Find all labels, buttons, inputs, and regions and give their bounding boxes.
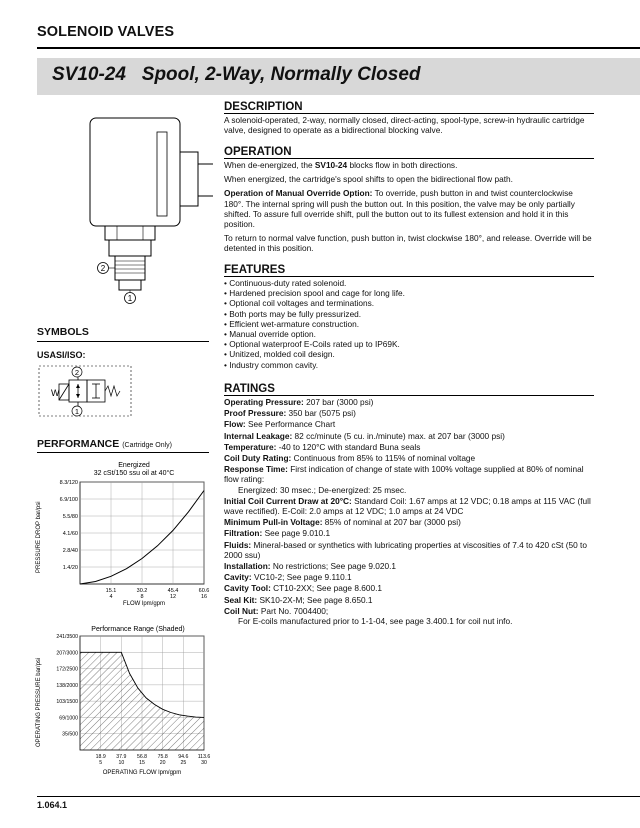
- symbols-heading: SYMBOLS: [37, 326, 89, 338]
- chart2-ylabel: OPERATING PRESSURE bar/psi: [36, 657, 42, 747]
- symbols-rule: [37, 341, 209, 342]
- rating-item: Operating Pressure: 207 bar (3000 psi): [224, 397, 374, 407]
- rating-item: Proof Pressure: 350 bar (5075 psi): [224, 408, 356, 419]
- footer-rule: [37, 796, 640, 797]
- rating-item: Initial Coil Current Draw at 20°C: Standard Coil: 1.67 amps at 12 VDC; 0.18 amps at 115 VAC (full wave rectified). E-Coil: 2.0 amps at 12 VDC; 1.0 amps at 24 VDC: [224, 495, 591, 517]
- feature-item: • Optional coil voltages and terminations.: [224, 298, 375, 309]
- description-text: A solenoid-operated, 2-way, normally closed, direct-acting, spool-type, screw-in hydraulic cartridge valve, designed to operate as a bidirectional blocking valve.: [224, 115, 585, 136]
- performance-title: PERFORMANCE: [37, 438, 120, 450]
- chart2-x-tick-lpm: 94.6: [178, 754, 189, 760]
- chart2-y-tick: 103/1500: [56, 699, 78, 706]
- chart2-x-tick-lpm: 37.9: [116, 754, 127, 760]
- feature-item: • Optional waterproof E-Coils rated up to IP69K.: [224, 339, 400, 350]
- chart1-ylabel: PRESSURE DROP bar/psi: [36, 501, 42, 573]
- usasi-label: USASI/ISO:: [37, 350, 86, 360]
- ratings-list: [224, 397, 594, 626]
- chart2-x-tick-gpm: 30: [201, 760, 207, 766]
- feature-item: • Hardened precision spool and cage for long life.: [224, 288, 405, 299]
- rating-item: Seal Kit: SK10-2X-M; See page 8.650.1: [224, 594, 373, 605]
- chart1-xlabel: FLOW lpm/gpm: [122, 601, 166, 607]
- feature-item: • Efficient wet-armature construction.: [224, 318, 360, 329]
- chart1-y-tick: 4.1/60: [62, 531, 78, 537]
- symbol-port-2: 2: [74, 368, 80, 377]
- chart1-title: Energized: [118, 462, 150, 469]
- chart1-x-tick-gpm: 4: [109, 594, 113, 600]
- chart2-x-tick-gpm: 15: [139, 760, 145, 766]
- rating-item: Flow: See Performance Chart: [224, 419, 336, 430]
- page-title: SV10-24 Spool, 2-Way, Normally Closed: [52, 64, 421, 85]
- performance-range-chart: [34, 622, 214, 778]
- header-rule: [37, 47, 640, 49]
- features-list: [224, 278, 594, 370]
- chart2-x-tick-lpm: 75.8: [157, 754, 168, 760]
- chart2-x-tick-lpm: 56.8: [136, 754, 148, 760]
- chart1-x-tick-lpm: 45.4: [167, 588, 179, 594]
- page-number: 1.064.1: [37, 800, 68, 810]
- rating-item: Installation: No restrictions; See page 9.020.1: [224, 561, 397, 572]
- ratings-section: [224, 383, 594, 627]
- chart1-y-tick: 1.4/20: [62, 565, 78, 571]
- chart2-xlabel: OPERATING FLOW lpm/gpm: [102, 770, 182, 776]
- chart2-title: Performance Range (Shaded): [91, 626, 185, 633]
- chart1-x-tick-lpm: 30.2: [136, 588, 148, 594]
- chart2-y-tick: 207/3000: [56, 650, 78, 657]
- operation-section: [224, 146, 594, 258]
- chart2-x-tick-gpm: 10: [118, 760, 125, 766]
- chart2-x-tick-gpm: 25: [180, 760, 187, 766]
- rating-item: Filtration: See page 9.010.1: [224, 528, 331, 539]
- chart1-y-tick: 8.3/120: [59, 480, 78, 486]
- chart1-x-tick-gpm: 12: [169, 594, 177, 600]
- operation-p4: To return to normal valve function, push button in, twist clockwise 180°, and release. Override will be detented in this position.: [224, 233, 592, 254]
- rating-item: Cavity: VC10-2; See page 9.110.1: [224, 572, 352, 583]
- section-header: SOLENOID VALVES: [37, 24, 175, 40]
- chart2-y-tick: 241/3500: [56, 634, 78, 640]
- chart2-y-tick: 138/2000: [56, 682, 78, 689]
- operation-p1: When de-energized, the SV10-24 blocks flow in both directions.: [224, 160, 458, 170]
- operation-p3: Operation of Manual Override Option: To override, push button in and twist counterclockwise 180°. The internal spring will push the button out. In this position, the valve may be only partially shifted. To assure full override shift, pull the button out to its fullest extension and hold it in this position.: [224, 188, 575, 230]
- performance-note: (Cartridge Only): [122, 442, 172, 449]
- chart1-x-tick-gpm: 8: [140, 594, 144, 600]
- symbol-port-1: 1: [74, 407, 80, 416]
- pressure-drop-chart: [34, 458, 214, 608]
- chart2-y-tick: 69/1000: [59, 715, 78, 722]
- port-2-callout: 2: [100, 264, 106, 273]
- rating-item: Minimum Pull-in Voltage: 85% of nominal at 207 bar (3000 psi): [224, 517, 461, 528]
- rating-item: Temperature: -40 to 120°C with standard Buna seals: [224, 441, 421, 452]
- chart2-x-tick-gpm: 5: [99, 760, 103, 766]
- chart2-x-tick-lpm: 18.9: [95, 754, 106, 760]
- feature-item: • Unitized, molded coil design.: [224, 349, 335, 360]
- chart1-y-tick: 5.5/80: [62, 514, 78, 520]
- chart2-y-tick: 172/2500: [56, 666, 78, 673]
- operation-heading: OPERATION: [224, 146, 594, 159]
- rating-item: Coil Duty Rating: Continuous from 85% to 115% of nominal voltage: [224, 453, 476, 464]
- operation-p2: When energized, the cartridge's spool shifts to open the bidirectional flow path.: [224, 174, 513, 185]
- iso-symbol: [37, 362, 137, 422]
- rating-item: Internal Leakage: 82 cc/minute (5 cu. in./minute) max. at 207 bar (3000 psi): [224, 430, 505, 441]
- chart1-x-tick-lpm: 60.6: [198, 588, 210, 594]
- performance-heading: [37, 438, 172, 450]
- description-heading: DESCRIPTION: [224, 101, 594, 114]
- chart1-y-tick: 6.9/100: [59, 497, 78, 503]
- rating-item: Cavity Tool: CT10-2XX; See page 8.600.1: [224, 583, 383, 594]
- features-section: [224, 264, 594, 370]
- features-heading: FEATURES: [224, 264, 594, 277]
- symbol-w-label: W: [51, 388, 60, 398]
- rating-item: Response Time: First indication of change of state with 100% voltage supplied at 80% of nominal flow rating: Energized: 30 msec.; De-energized: 25 msec.: [224, 464, 584, 495]
- feature-item: • Continuous-duty rated solenoid.: [224, 278, 347, 288]
- rating-item: Coil Nut: Part No. 7004400; For E-coils manufactured prior to 1-1-04, see page 3.400.1 for coil nut info.: [224, 605, 513, 627]
- chart2-x-tick-lpm: 113.6: [197, 754, 211, 760]
- feature-item: • Manual override option.: [224, 329, 316, 340]
- feature-item: • Both ports may be fully pressurized.: [224, 308, 362, 319]
- chart2-y-tick: 35/500: [62, 731, 78, 738]
- description-section: [224, 101, 594, 139]
- chart1-y-tick: 2.8/40: [62, 548, 78, 554]
- port-1-callout: 1: [127, 294, 133, 303]
- performance-rule: [37, 452, 209, 453]
- chart1-x-tick-gpm: 16: [200, 594, 208, 600]
- ratings-heading: RATINGS: [224, 383, 594, 396]
- feature-item: • Industry common cavity.: [224, 359, 319, 370]
- chart1-x-tick-lpm: 15.1: [105, 588, 117, 594]
- chart1-subtitle: 32 cSt/150 ssu oil at 40°C: [93, 470, 175, 477]
- valve-illustration: [75, 108, 215, 308]
- rating-item: Fluids: Mineral-based or synthetics with lubricating properties at viscosities of 7.4 to 420 cSt (50 to 2000 ssu): [224, 539, 587, 560]
- chart2-x-tick-gpm: 20: [159, 760, 166, 766]
